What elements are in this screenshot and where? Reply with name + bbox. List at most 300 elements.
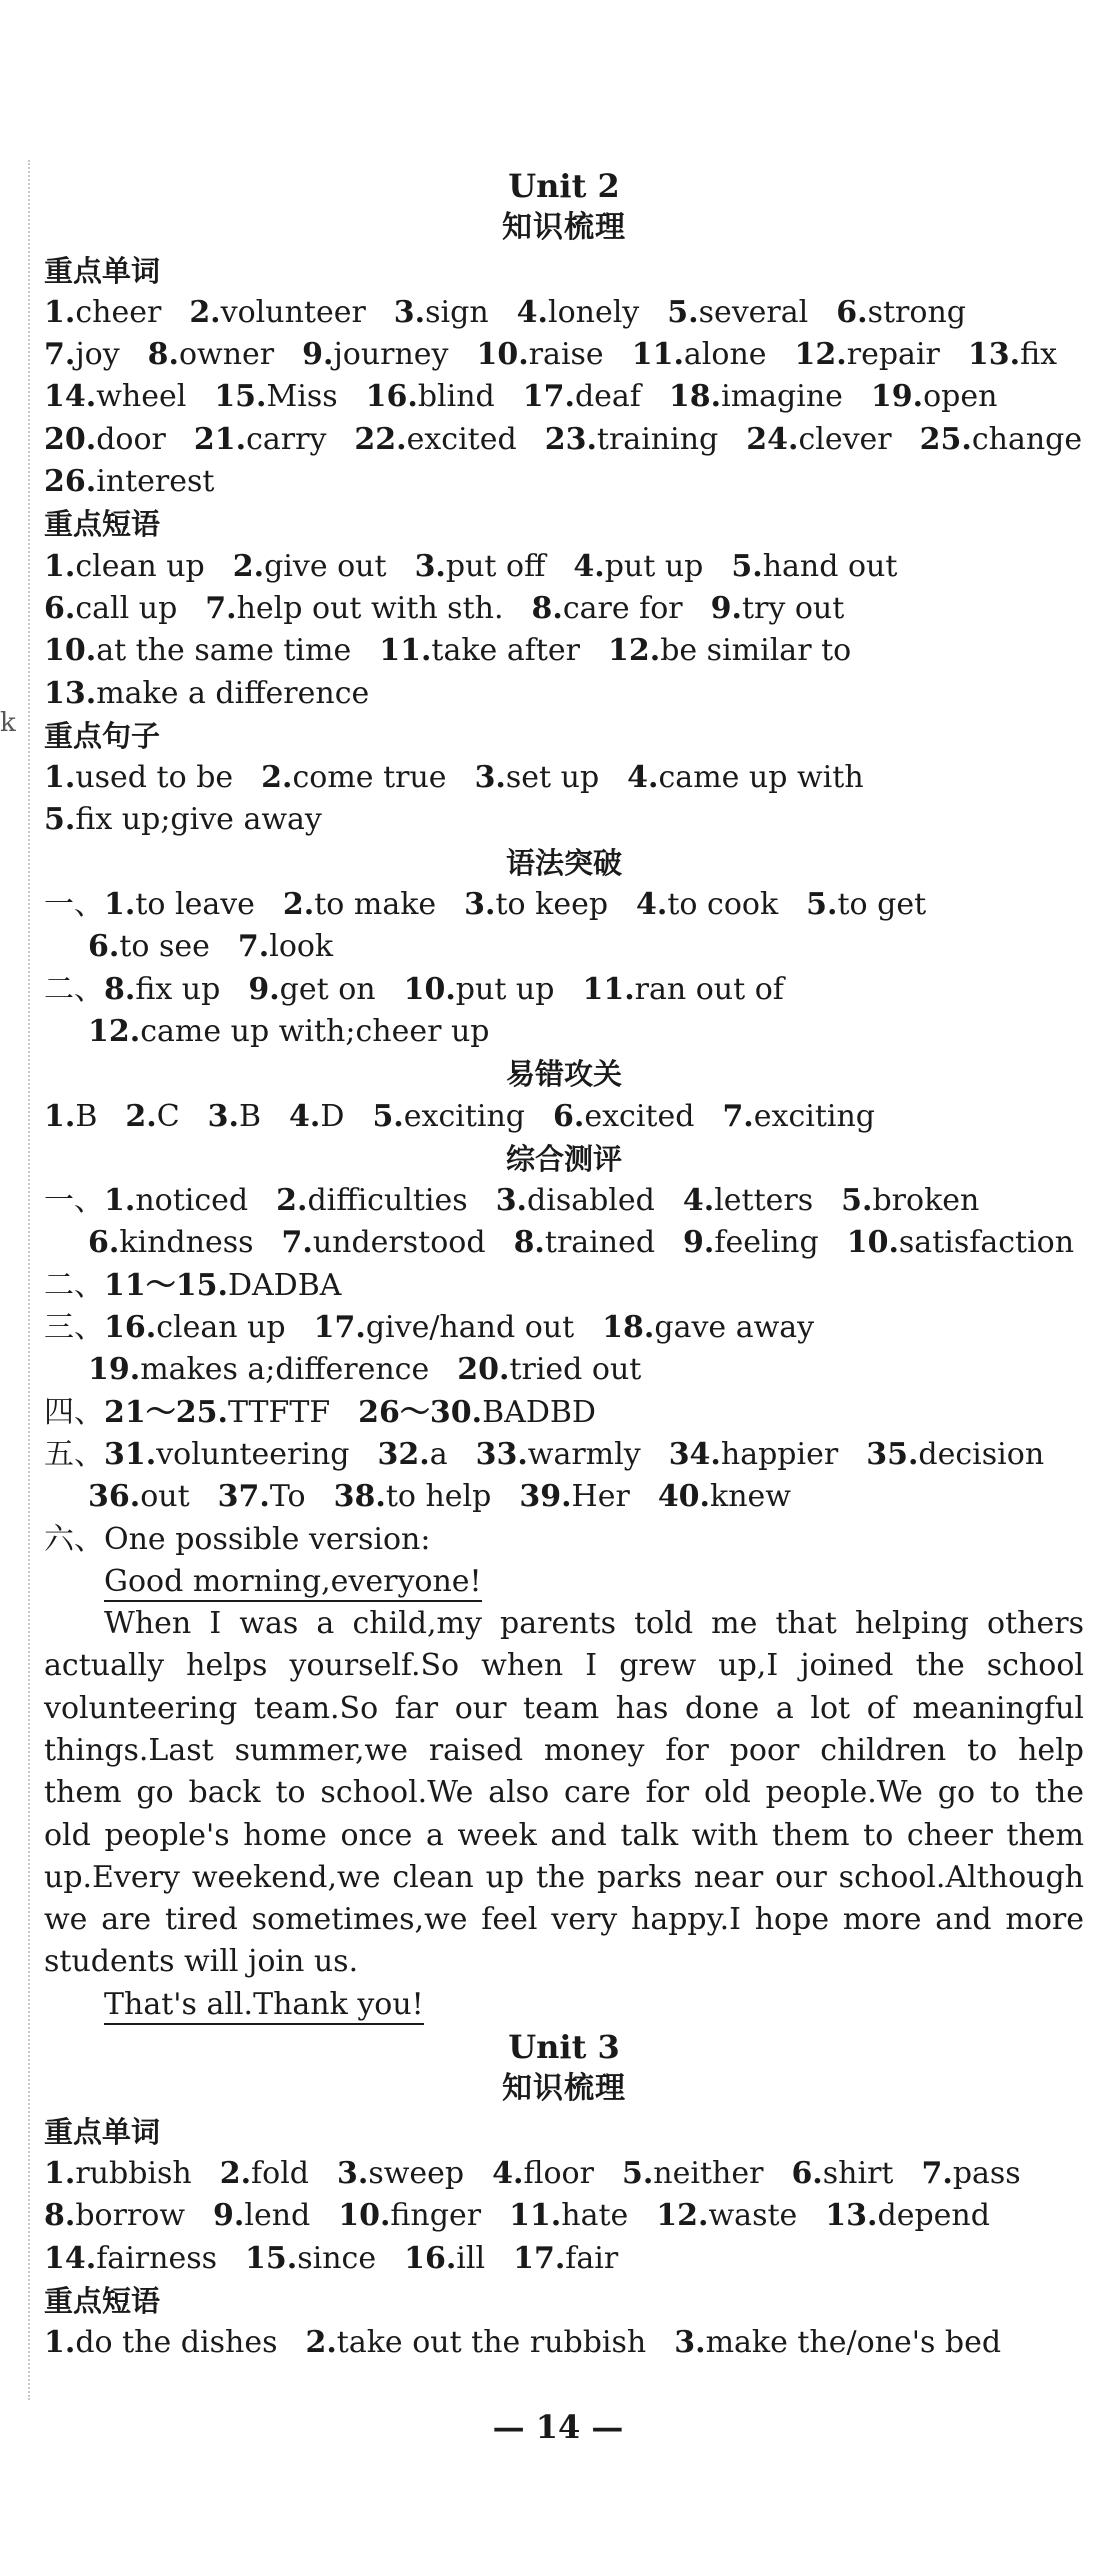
answer-item	[245, 2241, 376, 2276]
answer-item	[871, 379, 998, 414]
item-number: 7.	[281, 1225, 313, 1261]
answer-item	[415, 549, 546, 584]
answer-row	[44, 376, 1084, 418]
item-answer: waste	[708, 2198, 798, 2234]
answer-item	[608, 633, 851, 668]
item-answer: call up	[75, 590, 178, 626]
answer-item	[532, 591, 683, 626]
item-number: 18.	[602, 1310, 655, 1346]
item-answer: pass	[952, 2155, 1021, 2191]
item-number: 16.	[404, 2240, 457, 2276]
item-answer: alone	[683, 337, 767, 373]
answer-item	[261, 760, 446, 795]
answer-row	[44, 1011, 1084, 1053]
item-answer: clean up	[156, 1310, 286, 1346]
answer-item	[602, 1310, 814, 1345]
essay-closing-line	[44, 1984, 1084, 2026]
item-number: 1.	[44, 2325, 76, 2361]
item-answer: blind	[417, 379, 495, 415]
answer-row	[44, 1096, 1084, 1138]
answer-item	[514, 1225, 655, 1260]
item-number: 31.	[104, 1436, 157, 1472]
unit2-phrases-list	[44, 546, 1084, 715]
item-answer: lend	[244, 2198, 311, 2234]
item-number: 6.	[88, 1225, 120, 1261]
item-answer: be similar to	[660, 633, 852, 669]
item-answer: take out the rubbish	[336, 2325, 647, 2361]
item-answer: fix	[1020, 337, 1057, 373]
answer-row	[44, 673, 1084, 715]
answer-item	[394, 295, 489, 330]
item-answer: gave away	[654, 1310, 815, 1346]
answer-item	[476, 1437, 641, 1472]
item-number: 15.	[245, 2240, 298, 2276]
item-answer: open	[923, 379, 998, 415]
answer-item	[189, 295, 365, 330]
answer-item	[44, 337, 120, 372]
answer-row	[44, 969, 1084, 1011]
unit3-words-list	[44, 2153, 1084, 2280]
item-number: 36.	[88, 1479, 141, 1515]
item-number: 3.	[414, 548, 446, 584]
item-answer: broken	[872, 1183, 980, 1219]
item-number: 37.	[217, 1479, 270, 1515]
answer-item	[314, 1310, 575, 1345]
item-answer: set up	[505, 760, 600, 796]
answer-item	[731, 549, 897, 584]
answer-item	[88, 1352, 429, 1387]
item-answer: excited	[584, 1098, 695, 1134]
answer-item	[44, 2325, 277, 2360]
answer-row	[44, 1349, 1084, 1391]
answer-row	[44, 1222, 1084, 1264]
answer-item	[88, 1479, 190, 1514]
unit2-mistakes-title: 易错攻关	[505, 1057, 622, 1092]
item-number: 35.	[866, 1436, 919, 1472]
answer-item	[289, 1099, 344, 1134]
item-answer: cheer	[75, 294, 162, 330]
item-number: 17.	[313, 1310, 366, 1346]
answer-item	[669, 1437, 839, 1472]
item-answer: at the same time	[96, 633, 352, 669]
item-number: 3.	[393, 294, 426, 330]
item-answer: came up with	[658, 760, 864, 796]
answer-item	[622, 2156, 763, 2191]
answer-item	[248, 972, 375, 1007]
item-answer: carry	[246, 421, 327, 457]
answer-item	[125, 1099, 179, 1134]
item-number: 5.	[621, 2155, 654, 2191]
answer-item	[464, 887, 608, 922]
item-answer: rubbish	[75, 2155, 192, 2191]
item-answer: since	[297, 2240, 377, 2276]
answer-item	[841, 1183, 979, 1218]
answer-item	[213, 2198, 310, 2233]
answer-item	[334, 1479, 492, 1514]
item-answer: feeling	[714, 1225, 819, 1261]
item-answer: decision	[918, 1436, 1045, 1472]
item-number: 4.	[289, 1098, 321, 1134]
item-answer: volunteering	[156, 1436, 350, 1472]
item-number: 13.	[825, 2198, 878, 2234]
item-answer: difficulties	[307, 1183, 468, 1219]
item-number: 6.	[44, 590, 76, 626]
item-number: 5.	[841, 1183, 873, 1219]
item-answer: a	[429, 1436, 448, 1472]
item-number: 4.	[636, 887, 668, 923]
answer-item	[238, 929, 333, 964]
item-number: 13.	[44, 675, 97, 711]
item-answer: out	[140, 1479, 190, 1515]
item-number: 2.	[282, 887, 315, 923]
item-number: 7.	[722, 1098, 754, 1134]
item-answer: shirt	[822, 2155, 894, 2191]
answer-item	[669, 379, 843, 414]
answer-item	[366, 379, 495, 414]
answer-item	[496, 1183, 655, 1218]
item-number: 4.	[627, 760, 659, 796]
unit3-phrases-list	[44, 2322, 1084, 2364]
item-number: 7.	[44, 337, 76, 373]
answer-item	[372, 1099, 525, 1134]
item-number: 39.	[519, 1479, 572, 1515]
answer-item	[338, 2198, 481, 2233]
answer-item	[492, 2156, 594, 2191]
item-answer: makes a;difference	[140, 1352, 430, 1388]
answer-item	[667, 295, 808, 330]
item-number: 34.	[668, 1436, 721, 1472]
answer-item	[44, 591, 177, 626]
item-answer: put up	[604, 548, 704, 584]
answer-item	[791, 2156, 893, 2191]
item-number: 17.	[522, 379, 575, 415]
unit2-knowledge-title: 知识梳理	[502, 210, 626, 246]
answer-row	[44, 588, 1084, 630]
test-section-4	[44, 1392, 1084, 1434]
item-answer: to keep	[495, 887, 609, 923]
answer-row	[44, 2153, 1084, 2195]
answer-item	[44, 2241, 217, 2276]
item-number: 20.	[457, 1352, 510, 1388]
item-number: 2.	[219, 2155, 252, 2191]
item-number: 3.	[495, 1183, 528, 1219]
answer-item	[523, 379, 641, 414]
answer-item	[379, 633, 580, 668]
answer-row	[44, 1434, 1084, 1476]
essay-line: old people's home once a week and talk with them to cheer them	[44, 1817, 1084, 1853]
answer-item	[377, 1437, 447, 1472]
item-answer: disabled	[527, 1183, 655, 1219]
section-intro: One possible version:	[104, 1521, 431, 1557]
unit2-words-heading: 重点单词	[44, 253, 161, 288]
answer-row	[44, 630, 1084, 672]
item-answer: ran out of	[634, 971, 784, 1007]
item-answer: imagine	[721, 379, 843, 415]
item-answer: repair	[846, 337, 940, 373]
item-number: 21～25.	[104, 1394, 228, 1430]
answer-item	[354, 422, 516, 457]
essay-body	[44, 1603, 1084, 1984]
answer-item	[513, 2241, 618, 2276]
item-answer: warmly	[527, 1436, 641, 1472]
item-number: 22.	[354, 421, 407, 457]
answer-row	[44, 2238, 1084, 2280]
item-answer: change	[971, 421, 1083, 457]
answer-item	[44, 295, 161, 330]
section-label: 五、	[44, 1436, 104, 1472]
answer-item	[632, 337, 767, 372]
item-answer: BADBD	[482, 1394, 596, 1430]
answer-item	[746, 422, 891, 457]
answer-row	[44, 419, 1084, 461]
item-number: 17.	[513, 2240, 566, 2276]
section-label: 六、	[44, 1521, 104, 1557]
binding-margin-line	[28, 160, 30, 2400]
answer-item	[208, 1099, 261, 1134]
item-number: 11.	[379, 633, 432, 669]
answer-item	[457, 1352, 641, 1387]
answer-item	[711, 591, 845, 626]
item-number: 9.	[213, 2198, 245, 2234]
unit3-words-heading: 重点单词	[44, 2114, 161, 2149]
item-answer: exciting	[403, 1098, 526, 1134]
answer-item	[658, 1479, 791, 1514]
essay-line: When I was a child,my parents told me that helping others	[104, 1606, 1084, 1642]
answer-item	[104, 1310, 286, 1345]
item-number: 1.	[44, 294, 76, 330]
answer-item	[302, 337, 448, 372]
item-answer: get on	[279, 971, 376, 1007]
answer-item	[582, 972, 783, 1007]
item-answer: fair	[565, 2240, 619, 2276]
answer-item	[825, 2198, 990, 2233]
answer-item	[674, 2325, 1001, 2360]
item-number: 1.	[104, 1183, 136, 1219]
answer-item	[627, 760, 863, 795]
item-number: 6.	[88, 929, 120, 965]
answer-item	[553, 1099, 694, 1134]
test-section-2	[44, 1265, 1084, 1307]
item-number: 3.	[337, 2155, 369, 2191]
item-answer: TTFTF	[227, 1394, 331, 1430]
item-number: 7.	[205, 590, 237, 626]
item-answer: clever	[798, 421, 892, 457]
unit3-title: Unit 3	[508, 2028, 620, 2067]
test-section-1	[44, 1180, 1084, 1265]
item-number: 2.	[305, 2325, 337, 2361]
item-answer: sign	[425, 294, 489, 330]
answer-item	[337, 2156, 464, 2191]
item-number: 3.	[207, 1098, 239, 1134]
answer-row	[44, 757, 1084, 799]
answer-item	[44, 379, 186, 414]
item-answer: to help	[385, 1479, 492, 1515]
item-number: 1.	[44, 548, 76, 584]
answer-row	[44, 292, 1084, 334]
item-number: 6.	[553, 1098, 585, 1134]
answer-item	[283, 887, 436, 922]
answer-row	[44, 546, 1084, 588]
answer-item	[44, 802, 322, 837]
item-number: 26.	[44, 464, 97, 500]
item-answer: came up with;cheer up	[140, 1013, 490, 1049]
answer-row	[44, 926, 1084, 968]
section-label: 二、	[44, 971, 104, 1007]
item-answer: floor	[523, 2155, 594, 2191]
item-number: 16.	[104, 1310, 157, 1346]
unit2-phrases-heading: 重点短语	[44, 507, 161, 542]
essay-closing: That's all.Thank you!	[104, 1987, 424, 2025]
unit2-grammar-part2	[44, 969, 1084, 1054]
item-number: 2.	[125, 1098, 157, 1134]
item-answer: fix up	[135, 971, 221, 1007]
item-answer: Miss	[266, 379, 338, 415]
item-answer: give/hand out	[365, 1310, 575, 1346]
item-answer: understood	[312, 1225, 486, 1261]
item-number: 38.	[333, 1479, 386, 1515]
margin-mark: k	[0, 708, 16, 738]
item-number: 4.	[682, 1183, 715, 1219]
item-answer: clean up	[75, 548, 205, 584]
answer-item	[475, 760, 600, 795]
item-answer: come true	[292, 760, 447, 796]
item-number: 12.	[88, 1013, 141, 1049]
item-answer: trained	[544, 1225, 656, 1261]
item-number: 10.	[338, 2198, 391, 2234]
item-number: 1.	[44, 760, 76, 796]
item-number: 12.	[607, 633, 661, 669]
item-answer: B	[239, 1098, 262, 1134]
answer-item	[194, 422, 327, 457]
item-answer: give out	[264, 548, 387, 584]
item-answer: joy	[75, 337, 120, 373]
item-answer: wheel	[96, 379, 187, 415]
item-answer: B	[75, 1098, 98, 1134]
essay-line: we are tired sometimes,we feel very happy.I hope more and more	[44, 1902, 1084, 1938]
item-answer: hand out	[762, 548, 898, 584]
item-answer: to get	[837, 887, 927, 923]
answer-item	[404, 2241, 485, 2276]
answer-item	[921, 2156, 1020, 2191]
item-answer: journey	[333, 337, 449, 373]
answer-item	[44, 1099, 97, 1134]
answer-item	[968, 337, 1057, 372]
item-number: 8.	[531, 590, 563, 626]
answer-item	[836, 295, 966, 330]
item-answer: Her	[571, 1479, 630, 1515]
answer-row	[44, 334, 1084, 376]
item-number: 1.	[44, 2155, 76, 2191]
answer-item	[305, 2325, 646, 2360]
answer-item	[847, 1225, 1074, 1260]
item-answer: look	[269, 929, 334, 965]
item-number: 5.	[44, 802, 76, 838]
item-number: 3.	[674, 2325, 706, 2361]
test-section-5	[44, 1434, 1084, 1519]
item-answer: take after	[431, 633, 580, 669]
item-number: 14.	[44, 379, 97, 415]
answer-row	[44, 1307, 1084, 1349]
item-number: 5.	[731, 548, 763, 584]
unit2-title: Unit 2	[508, 167, 620, 205]
answer-row	[44, 2195, 1084, 2237]
item-number: 21.	[193, 421, 247, 457]
answer-item	[44, 760, 233, 795]
answer-item	[44, 2156, 192, 2191]
item-number: 7.	[237, 929, 270, 965]
item-number: 6.	[791, 2155, 823, 2191]
item-number: 8.	[147, 337, 179, 373]
item-answer: used to be	[75, 760, 234, 796]
item-number: 11.	[509, 2198, 562, 2234]
item-answer: fold	[251, 2155, 310, 2191]
answer-item	[722, 1099, 875, 1134]
item-number: 5.	[372, 1098, 404, 1134]
answer-item	[282, 1225, 486, 1260]
item-answer: borrow	[75, 2198, 186, 2234]
answer-item	[920, 422, 1083, 457]
item-answer: ill	[456, 2240, 486, 2276]
essay-line: things.Last summer,we raised money for poor children to help	[44, 1732, 1084, 1768]
item-answer: to leave	[135, 887, 255, 923]
unit2-grammar-title: 语法突破	[505, 845, 622, 880]
item-number: 10.	[476, 337, 529, 373]
unit2-words-list	[44, 292, 1084, 503]
item-number: 5.	[667, 294, 699, 330]
item-number: 13.	[967, 337, 1021, 373]
item-number: 16.	[365, 379, 418, 415]
answer-item	[88, 1225, 254, 1260]
answer-item	[795, 337, 940, 372]
answer-row	[44, 1476, 1084, 1518]
answer-item	[220, 2156, 309, 2191]
item-answer: fairness	[96, 2240, 217, 2276]
item-number: 6.	[836, 294, 868, 330]
answer-item	[214, 379, 337, 414]
item-number: 7.	[921, 2155, 953, 2191]
item-answer: excited	[406, 421, 517, 457]
item-number: 3.	[474, 760, 506, 796]
item-answer: fix up;give away	[75, 802, 322, 838]
unit2-mistakes-list	[44, 1096, 1084, 1138]
answer-item	[545, 422, 719, 457]
item-number: 24.	[746, 421, 799, 457]
item-answer: interest	[96, 464, 215, 500]
item-answer: exciting	[753, 1098, 876, 1134]
unit2-test-title: 综合测评	[505, 1141, 622, 1176]
item-answer: try out	[741, 590, 845, 626]
item-answer: neither	[653, 2155, 764, 2191]
item-number: 5.	[806, 887, 838, 923]
unit2-grammar-part1	[44, 884, 1084, 969]
test-section-3	[44, 1307, 1084, 1392]
answer-item	[104, 1183, 248, 1218]
answer-row	[44, 2322, 1084, 2364]
item-number: 25.	[919, 421, 972, 457]
item-answer: care for	[562, 590, 683, 626]
item-number: 12.	[656, 2198, 709, 2234]
item-number: 1.	[104, 887, 136, 923]
item-number: 8.	[104, 971, 136, 1007]
item-answer: training	[596, 421, 719, 457]
item-answer: knew	[710, 1479, 791, 1515]
answer-item	[519, 1479, 629, 1514]
answer-item	[866, 1437, 1044, 1472]
answer-item	[517, 295, 640, 330]
item-answer: depend	[877, 2198, 990, 2234]
item-answer: strong	[867, 294, 966, 330]
item-answer: deaf	[574, 379, 641, 415]
